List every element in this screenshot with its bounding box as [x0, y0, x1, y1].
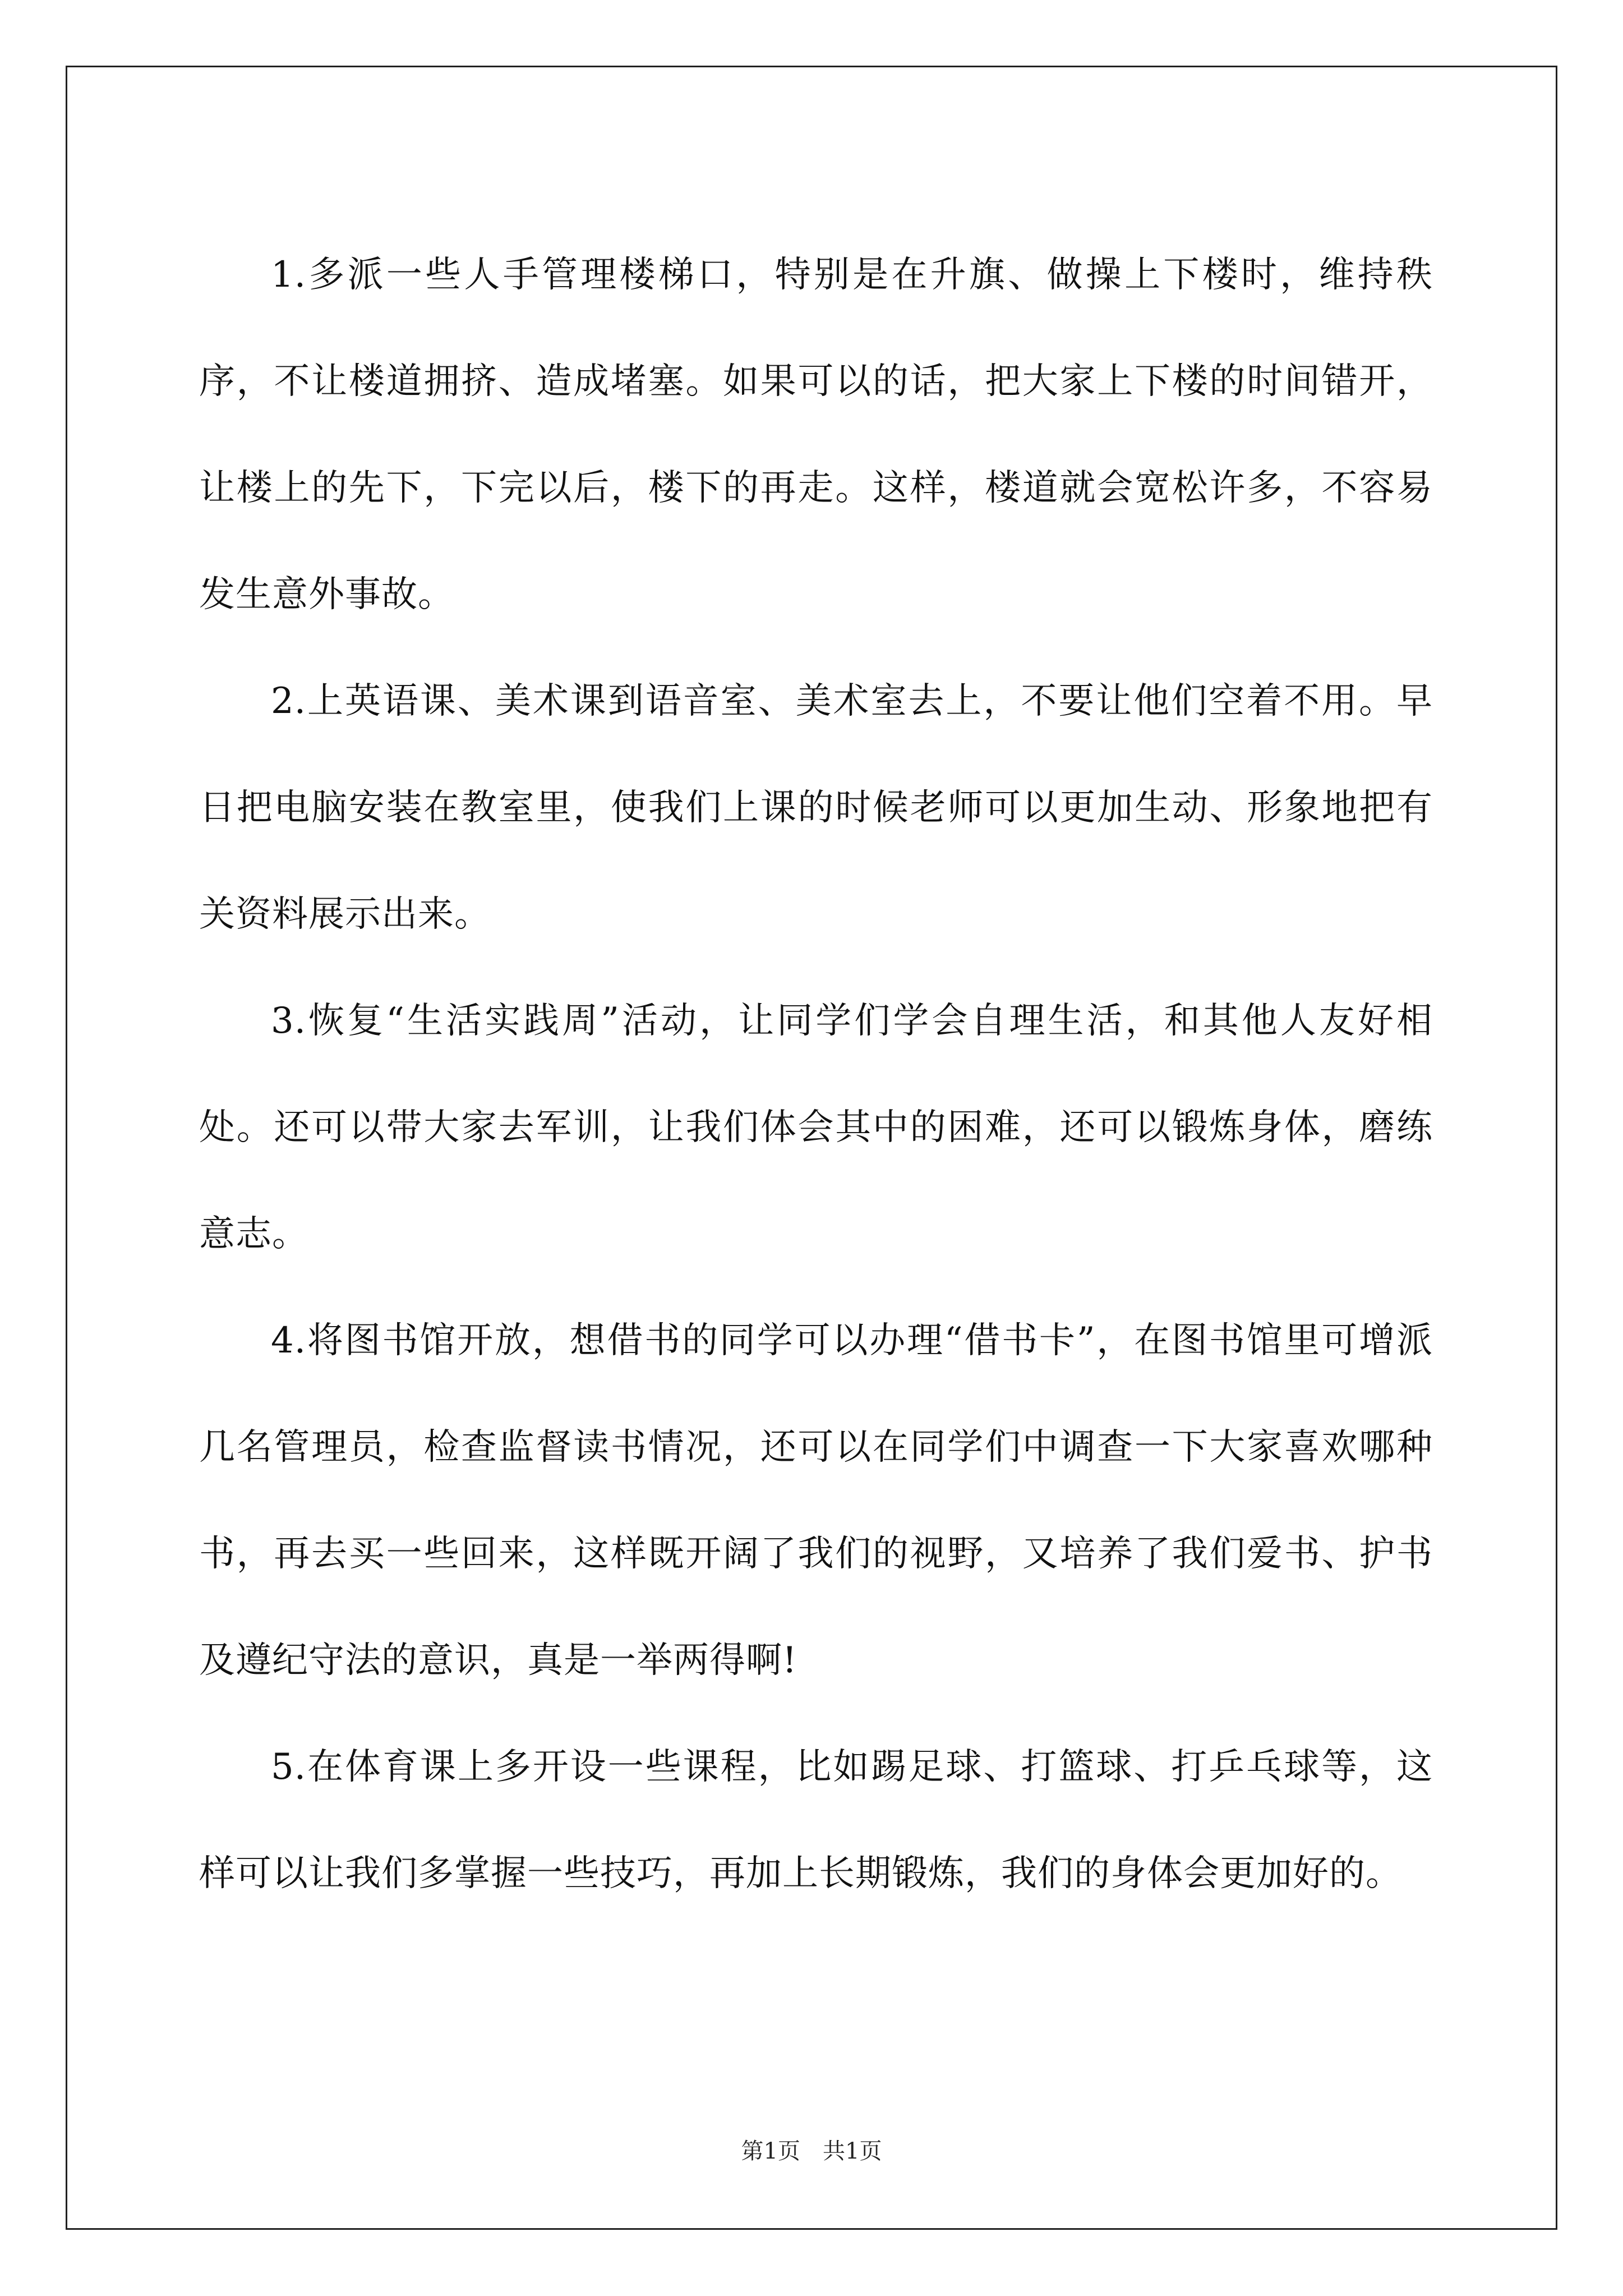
paragraph-4: 4.将图书馆开放，想借书的同学可以办理“借书卡”，在图书馆里可增派几名管理员，检查监督读书情况，还可以在同学们中调查一下大家喜欢哪种书，再去买一些回来，这样既开阔了我们的视野，又培养了我们爱书、护书及遵纪守法的意识，真是一举两得啊!: [199, 1320, 1433, 1681]
paragraph-2: 2.上英语课、美术课到语音室、美术室去上，不要让他们空着不用。早日把电脑安装在教室里，使我们上课的时候老师可以更加生动、形象地把有关资料展示出来。: [199, 680, 1433, 935]
page-footer: 第1页 共1页: [741, 2138, 882, 2164]
paragraph-1: 1.多派一些人手管理楼梯口，特别是在升旗、做操上下楼时，维持秩序，不让楼道拥挤、造成堵塞。如果可以的话，把大家上下楼的时间错开，让楼上的先下，下完以后，楼下的再走。这样，楼道就会宽松许多，不容易发生意外事故。: [199, 254, 1433, 615]
paragraph-5: 5.在体育课上多开设一些课程，比如踢足球、打篮球、打乒乓球等，这样可以让我们多掌握一些技巧，再加上长期锻炼，我们的身体会更加好的。: [199, 1746, 1433, 1894]
paragraph-3: 3.恢复“生活实践周”活动，让同学们学会自理生活，和其他人友好相处。还可以带大家去军训，让我们体会其中的困难，还可以锻炼身体，磨练意志。: [199, 1000, 1433, 1255]
document-body: [199, 222, 1433, 1927]
